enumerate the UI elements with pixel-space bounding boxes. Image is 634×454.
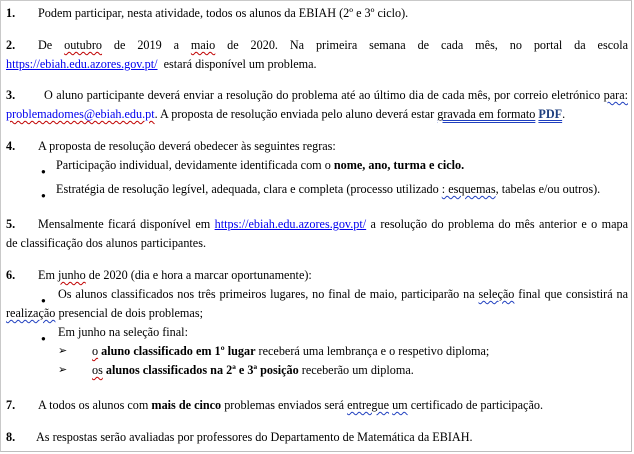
text-fragment: final que consistirá na (518, 287, 629, 301)
text-fragment: A todos os alunos com (38, 398, 149, 412)
results-portal-link[interactable]: https://ebiah.edu.azores.gov.pt/ (214, 217, 367, 231)
bullet-icon: ● (41, 167, 46, 176)
arrow-bullet-icon: ➢ (58, 345, 68, 357)
text-fragment: de 2019 a (113, 38, 179, 52)
item-line-2: de classificação dos alunos participantes. (6, 236, 207, 250)
bullet-item-final: Em junho na seleção final: (58, 325, 188, 339)
bold-text: nome, ano, turma e ciclo. (333, 158, 465, 172)
item-text: As respostas serão avaliadas por professores do Departamento de Matemática da EBIAH. (36, 430, 473, 444)
text-fragment: gravada em formato (437, 107, 536, 121)
text-fragment: seleção (478, 287, 515, 301)
item-number: 1. (6, 6, 16, 20)
text-fragment: . (562, 107, 566, 121)
award-line-2 (92, 361, 414, 380)
text-fragment: estará disponível um problema. (163, 57, 317, 71)
text-fragment: problemas enviados será (224, 398, 345, 412)
item-number: 2. (6, 38, 16, 52)
text-fragment: um (392, 398, 408, 412)
text-fragment: entregue (347, 398, 390, 412)
item-text: Podem participar, nesta atividade, todos os alunos da EBIAH (2º e 3º ciclo). (38, 6, 409, 20)
bold-text: aluno classificado em 1º lugar (101, 344, 256, 358)
text-fragment: Estratégia de resolução legível, adequada, clara e completa (processo utilizado (56, 182, 439, 196)
item-line-1 (44, 86, 628, 105)
pdf-format: PDF (538, 107, 563, 121)
text-fragment: . A proposta de resolução enviada pelo aluno deverá estar (154, 107, 435, 121)
text-fragment: , tabelas e/ou outros). (495, 182, 601, 196)
text-fragment: de 2020. Na primeira semana de cada mês, no portal da escola (227, 38, 628, 52)
bullet-line-1 (58, 285, 628, 304)
award-line-1 (92, 342, 489, 361)
bullet-icon: ● (41, 296, 46, 305)
text-fragment: de 2020 (dia e hora a marcar oportunamente): (88, 268, 312, 282)
bold-text: alunos classificados na 2ª e 3ª posição (105, 363, 299, 377)
month-word: outubro (64, 38, 103, 52)
text-fragment: O aluno participante deverá enviar a resolução do problema até ao último dia de cada mês, por correio eletrónico (44, 88, 601, 102)
item-number: 6. (6, 268, 16, 282)
bullet-item-1 (56, 156, 464, 175)
month-word: junho (57, 268, 86, 282)
item-intro: A proposta de resolução deverá obedecer às seguintes regras: (38, 139, 336, 153)
email-link[interactable]: problemadomes@ebiah.edu.pt (6, 107, 155, 121)
text-fragment: realização (6, 306, 56, 320)
text-fragment: Participação individual, devidamente identificada com o (56, 158, 331, 172)
item-line-2 (6, 105, 565, 124)
text-fragment: a resolução do problema do mês anterior e o mapa (370, 217, 628, 231)
item-line-2 (6, 55, 317, 74)
bullet-icon: ● (41, 334, 46, 343)
text-fragment: receberá uma lembrança e o respetivo diploma; (258, 344, 490, 358)
month-word: maio (190, 38, 216, 52)
item-number: 4. (6, 139, 16, 153)
item-number: 3. (6, 88, 16, 102)
text-fragment: : esquemas (441, 182, 496, 196)
bullet-icon: ● (41, 191, 46, 200)
text-fragment: certificado de participação. (410, 398, 543, 412)
text-fragment: para: (603, 88, 628, 102)
school-portal-link[interactable]: https://ebiah.edu.azores.gov.pt/ (6, 57, 158, 71)
text-fragment: Em (38, 268, 55, 282)
text-fragment: De (38, 38, 53, 52)
bullet-item-2 (56, 180, 600, 199)
text-fragment: os (92, 363, 103, 377)
text-fragment: presencial de dois problemas; (58, 306, 203, 320)
item-line-1 (38, 215, 628, 234)
item-number: 7. (6, 398, 16, 412)
arrow-bullet-icon: ➢ (58, 364, 68, 376)
item-line-1 (38, 36, 628, 55)
text-fragment: Os alunos classificados nos três primeiros lugares, no final de maio, participarão na (58, 287, 475, 301)
item-line-1 (38, 266, 312, 285)
item-number: 5. (6, 217, 16, 231)
text-fragment: Mensalmente ficará disponível em (38, 217, 211, 231)
bullet-line-2 (6, 304, 203, 323)
item-text (38, 396, 543, 415)
bold-text: mais de cinco (151, 398, 222, 412)
text-fragment: o (92, 344, 99, 358)
item-number: 8. (6, 430, 16, 444)
text-fragment: receberão um diploma. (301, 363, 414, 377)
